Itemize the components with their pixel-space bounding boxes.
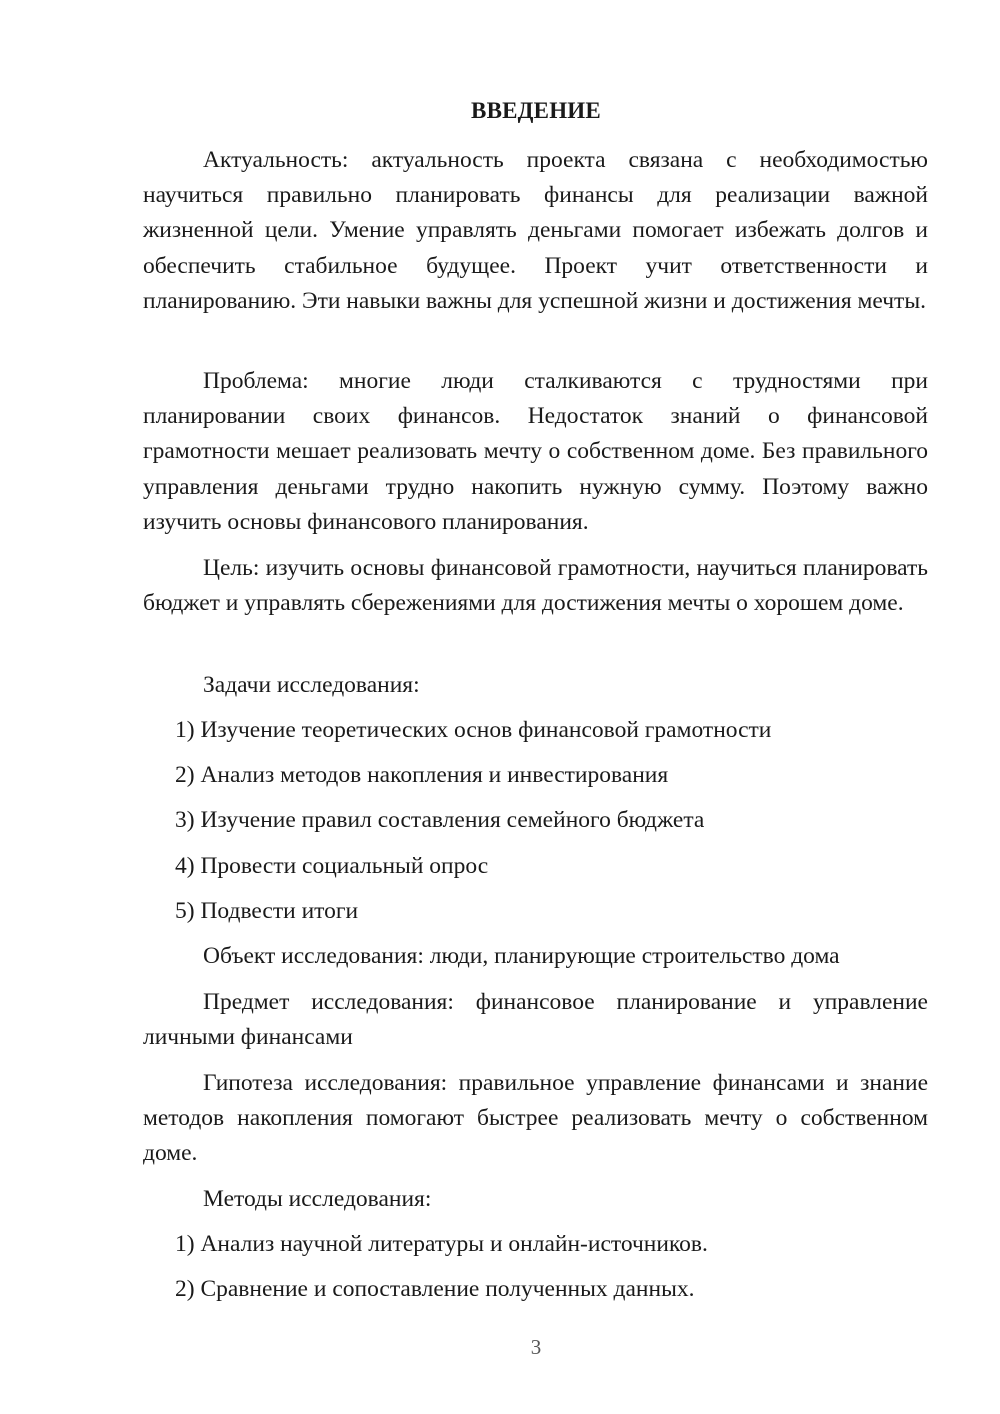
method-item-2: 2) Сравнение и сопоставление полученных данных. xyxy=(175,1276,695,1302)
paragraph-hypothesis: Гипотеза исследования: правильное управление финансами и знание методов накопления помогают быстрее реализовать мечту о собственном доме. xyxy=(143,1070,928,1167)
page-number: 3 xyxy=(530,1335,542,1359)
paragraph-problem: Проблема: многие люди сталкиваются с трудностями при планировании своих финансов. Недостаток знаний о финансовой грамотности мешает реализовать мечту о собственном доме. Без правильного управления деньгами трудно накопить нужную сумму. Поэтому важно изучить основы финансового планирования. xyxy=(143,368,928,535)
task-item-4: 4) Провести социальный опрос xyxy=(175,853,489,879)
paragraph-relevance: Актуальность: актуальность проекта связана с необходимостью научиться правильно планировать финансы для реализации важной жизненной цели. Умение управлять деньгами помогает избежать долгов и обеспечить стабильное будущее. Проект учит ответственности и планированию. Эти навыки важны для успешной жизни и достижения мечты. xyxy=(143,147,928,314)
research-object: Объект исследования: люди, планирующие строительство дома xyxy=(203,943,840,969)
paragraph-goal: Цель: изучить основы финансовой грамотности, научиться планировать бюджет и управлять сбережениями для достижения мечты о хорошем доме. xyxy=(143,555,928,617)
tasks-heading: Задачи исследования: xyxy=(203,672,420,698)
paragraph-subject: Предмет исследования: финансовое планирование и управление личными финансами xyxy=(143,989,928,1051)
task-item-2: 2) Анализ методов накопления и инвестирования xyxy=(175,762,669,788)
task-item-3: 3) Изучение правил составления семейного бюджета xyxy=(175,807,705,833)
page-title: ВВЕДЕНИЕ xyxy=(471,98,601,123)
methods-heading: Методы исследования: xyxy=(203,1186,432,1212)
method-item-1: 1) Анализ научной литературы и онлайн-источников. xyxy=(175,1231,708,1257)
task-item-1: 1) Изучение теоретических основ финансовой грамотности xyxy=(175,717,772,743)
task-item-5: 5) Подвести итоги xyxy=(175,898,359,924)
